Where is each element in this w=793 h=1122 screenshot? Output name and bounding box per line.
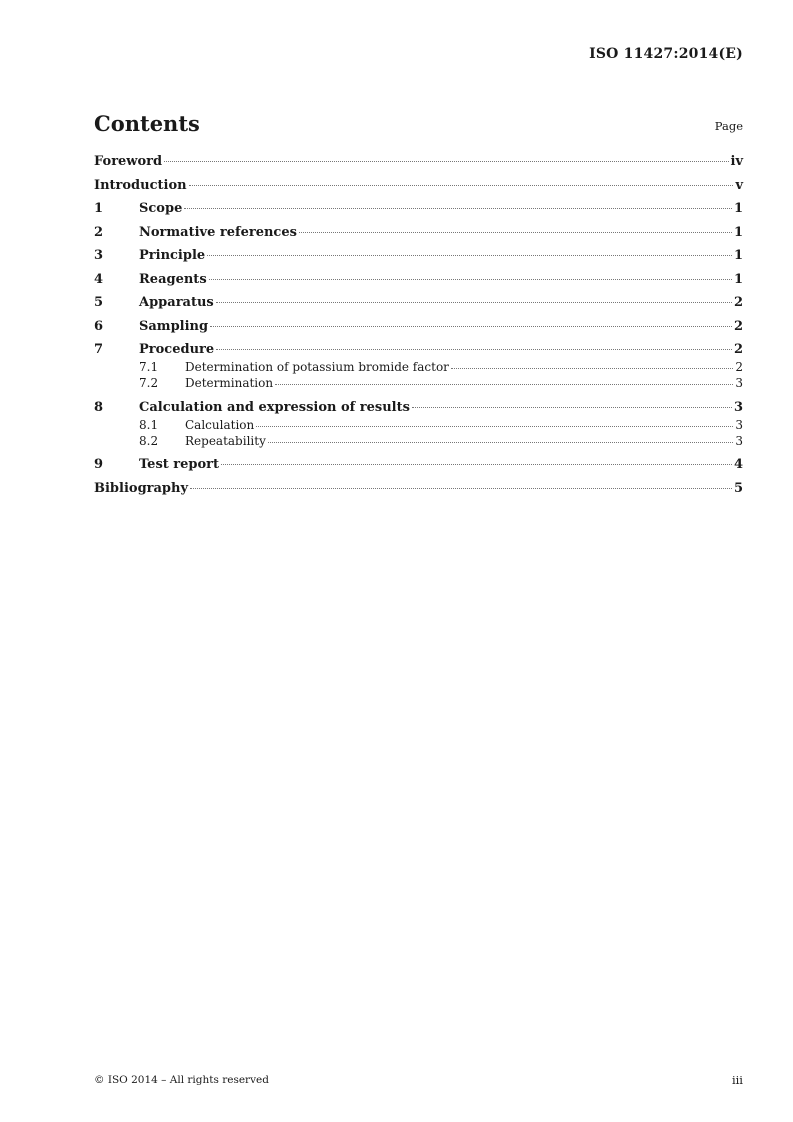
- toc-entry-title: Apparatus: [139, 295, 214, 310]
- toc-subentry[interactable]: [94, 360, 743, 376]
- dot-leader: [451, 368, 733, 369]
- toc-subentry-page: 2: [735, 360, 743, 374]
- toc-entry[interactable]: [94, 457, 743, 481]
- toc-entry-number: 3: [94, 248, 104, 263]
- toc-subentry-title: Calculation: [185, 417, 255, 432]
- toc-entry-page: 1: [733, 201, 743, 216]
- dot-leader: [275, 384, 733, 385]
- toc-entry-title: Principle: [139, 248, 206, 263]
- toc-entry-title: Sampling: [139, 318, 209, 334]
- toc-entry[interactable]: [94, 178, 743, 202]
- toc-entry-title: Reagents: [139, 271, 207, 287]
- toc-entry[interactable]: [94, 272, 743, 296]
- toc-entry-number: 9: [94, 457, 104, 472]
- dot-leader: [268, 442, 734, 443]
- toc-entry[interactable]: [94, 295, 743, 319]
- toc-entry-title: Test report: [139, 457, 220, 472]
- dot-leader: [412, 407, 732, 408]
- dot-leader: [221, 464, 732, 465]
- dot-leader: [207, 255, 732, 256]
- dot-leader: [256, 426, 733, 427]
- dot-leader: [210, 326, 732, 327]
- toc-entry-page: iv: [730, 154, 743, 169]
- dot-leader: [189, 185, 734, 186]
- toc-entry-number: 7: [94, 342, 104, 357]
- dot-leader: [190, 488, 732, 489]
- toc-entry-title: Normative references: [139, 224, 297, 240]
- toc-entry-page: 1: [733, 248, 743, 263]
- toc-entry-number: 6: [94, 318, 104, 334]
- toc-entry-page: 2: [733, 295, 743, 310]
- toc-entry-title: Calculation and expression of results: [139, 399, 410, 415]
- page-number: iii: [731, 1073, 743, 1087]
- toc-entry[interactable]: [94, 225, 743, 249]
- toc-entry-title: Foreword: [94, 154, 163, 169]
- dot-leader: [164, 161, 728, 162]
- table-of-contents: [94, 154, 743, 504]
- toc-subentry-number: 8.2: [139, 433, 159, 448]
- toc-entry-title: Procedure: [139, 342, 215, 357]
- toc-subentry[interactable]: [94, 434, 743, 450]
- toc-subentry[interactable]: [94, 376, 743, 392]
- toc-entry-page: 4: [733, 457, 743, 472]
- toc-entry-number: 1: [94, 201, 104, 216]
- toc-subentry-page: 3: [735, 417, 743, 432]
- toc-entry-title: Introduction: [94, 177, 187, 193]
- toc-entry[interactable]: [94, 481, 743, 505]
- page-column-label: Page: [714, 119, 743, 133]
- toc-entry[interactable]: [94, 201, 743, 225]
- toc-subentry-title: Determination of potassium bromide factor: [185, 360, 449, 374]
- toc-entry-page: 1: [733, 271, 743, 287]
- toc-subentry-title: Determination: [185, 376, 274, 390]
- toc-subentry-page: 3: [735, 433, 743, 448]
- toc-entry-title: Scope: [139, 201, 183, 216]
- copyright-notice: © ISO 2014 – All rights reserved: [94, 1074, 269, 1086]
- toc-subentry-number: 7.2: [139, 376, 159, 390]
- toc-entry[interactable]: [94, 154, 743, 178]
- toc-entry-page: 5: [733, 480, 743, 496]
- toc-entry[interactable]: [94, 248, 743, 272]
- group-spacer: [94, 392, 743, 400]
- document-id: ISO 11427:2014(E): [589, 46, 743, 62]
- group-spacer: [94, 450, 743, 458]
- toc-entry-page: 2: [733, 318, 743, 334]
- dot-leader: [184, 208, 732, 209]
- toc-entry-number: 2: [94, 224, 104, 240]
- toc-entry-number: 5: [94, 295, 104, 310]
- toc-entry-page: 2: [733, 342, 743, 357]
- toc-entry-page: 1: [733, 224, 743, 240]
- dot-leader: [216, 349, 732, 350]
- toc-entry-page: 3: [733, 399, 743, 415]
- toc-subentry-number: 8.1: [139, 417, 159, 432]
- dot-leader: [299, 232, 732, 233]
- toc-subentry[interactable]: [94, 418, 743, 434]
- toc-entry-number: 8: [94, 399, 104, 415]
- toc-entry[interactable]: [94, 400, 743, 418]
- toc-subentry-number: 7.1: [139, 360, 159, 374]
- dot-leader: [209, 279, 732, 280]
- page-title: Contents: [94, 111, 200, 136]
- toc-subentry-page: 3: [735, 376, 743, 390]
- toc-entry[interactable]: [94, 319, 743, 343]
- toc-entry-number: 4: [94, 271, 104, 287]
- toc-entry-title: Bibliography: [94, 480, 189, 496]
- toc-entry[interactable]: [94, 342, 743, 360]
- toc-subentry-title: Repeatability: [185, 433, 266, 448]
- toc-entry-page: v: [735, 177, 743, 193]
- dot-leader: [216, 302, 732, 303]
